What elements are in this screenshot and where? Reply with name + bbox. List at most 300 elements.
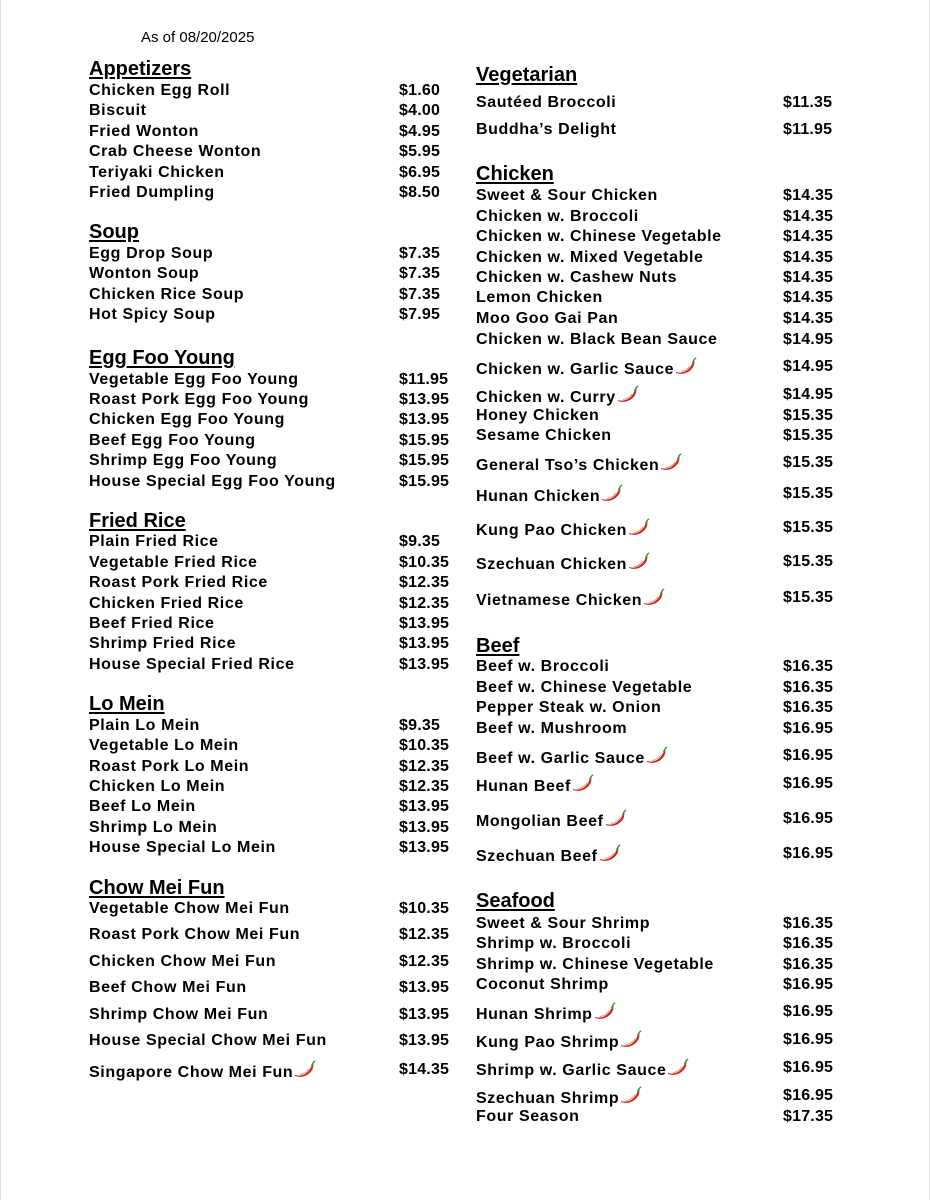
menu-item (476, 425, 846, 447)
menu-item-name-text: Kung Pao Chicken (476, 522, 627, 539)
menu-item (89, 1059, 459, 1081)
menu-item-name (89, 182, 215, 204)
chili-pepper-icon (667, 1057, 689, 1077)
menu-item-price: $16.35 (783, 935, 834, 952)
menu-item (476, 933, 846, 955)
menu-item-name (476, 551, 650, 576)
menu-item-name (476, 773, 594, 798)
menu-item-name-text: Hunan Shrimp (476, 1006, 593, 1023)
section-heading-seafood: Seafood (476, 890, 555, 912)
menu-item (89, 633, 459, 655)
menu-item-name-text: Mongolian Beef (476, 813, 604, 830)
menu-item-name (476, 1057, 689, 1082)
menu-item-name-text: Chicken Rice Soup (89, 286, 245, 303)
menu-item-name-text: Chicken w. Cashew Nuts (476, 269, 678, 286)
menu-item-name-text: Chicken Fried Rice (89, 595, 244, 612)
menu-item-price: $1.60 (399, 82, 441, 99)
menu-item-price: $12.35 (399, 778, 450, 795)
menu-item (476, 954, 846, 976)
chili-pepper-icon (628, 551, 650, 571)
menu-item-name-text: Shrimp Egg Foo Young (89, 452, 278, 469)
menu-item-price: $9.35 (399, 533, 441, 550)
menu-item-name-text: Biscuit (89, 102, 147, 119)
menu-item-name (89, 715, 200, 737)
chili-pepper-icon (617, 384, 639, 404)
menu-item-name-text: General Tso’s Chicken (476, 457, 660, 474)
menu-item-name (89, 572, 268, 594)
menu-item (476, 483, 846, 505)
menu-item-name-text: Shrimp Chow Mei Fun (89, 1006, 269, 1023)
section-heading-appetizers: Appetizers (89, 58, 192, 80)
menu-item (476, 287, 846, 309)
chili-pepper-icon (601, 483, 623, 503)
menu-item-name-text: Chicken Lo Mein (89, 778, 226, 795)
menu-item-price: $16.35 (783, 699, 834, 716)
menu-item (476, 913, 846, 935)
menu-item-name (476, 1106, 580, 1128)
menu-item-price: $13.95 (399, 819, 450, 836)
menu-item-name (89, 471, 336, 493)
menu-item-price: $15.95 (399, 452, 450, 469)
menu-item-name (89, 263, 199, 285)
menu-item-price: $13.95 (399, 839, 450, 856)
section-heading-egg-foo-young: Egg Foo Young (89, 347, 235, 369)
menu-item (89, 450, 459, 472)
menu-item-name (476, 247, 704, 269)
menu-item (476, 1085, 846, 1107)
menu-item (476, 1029, 846, 1051)
menu-item-name (476, 808, 627, 833)
menu-item-name-text: Coconut Shrimp (476, 976, 609, 993)
menu-item-price: $12.35 (399, 758, 450, 775)
menu-item (476, 773, 846, 795)
menu-item-name (476, 92, 616, 114)
menu-item-name-text: Chicken w. Black Bean Sauce (476, 331, 718, 348)
menu-item-price: $10.35 (399, 554, 450, 571)
menu-item (476, 551, 846, 573)
menu-item-price: $16.35 (783, 915, 834, 932)
menu-item-price: $10.35 (399, 900, 450, 917)
menu-item (89, 756, 459, 778)
menu-item-price: $15.35 (783, 589, 834, 606)
chili-pepper-icon (675, 356, 697, 376)
menu-item-name (89, 817, 217, 839)
as-of-date: As of 08/20/2025 (141, 29, 255, 46)
menu-item-name (89, 430, 256, 452)
menu-item-name (89, 141, 261, 163)
menu-item-name-text: Beef Egg Foo Young (89, 432, 256, 449)
menu-item-price: $7.35 (399, 286, 441, 303)
menu-item (89, 284, 459, 306)
menu-item-name (476, 913, 650, 935)
menu-item-name (89, 450, 277, 472)
menu-item (89, 304, 459, 326)
menu-item-name (476, 226, 722, 248)
chili-pepper-icon (599, 843, 621, 863)
menu-item-name (476, 267, 677, 289)
menu-item-name (476, 206, 639, 228)
section-heading-vegetarian: Vegetarian (476, 64, 578, 86)
menu-item-name (89, 389, 309, 411)
menu-item-name-text: Hunan Beef (476, 778, 571, 795)
menu-item (476, 677, 846, 699)
menu-item-price: $16.95 (783, 720, 834, 737)
menu-item-name-text: Vegetable Fried Rice (89, 554, 258, 571)
menu-item-name-text: Hunan Chicken (476, 488, 601, 505)
menu-item (476, 718, 846, 740)
menu-item (476, 185, 846, 207)
chili-pepper-icon (620, 1085, 642, 1105)
menu-item-price: $12.35 (399, 953, 450, 970)
menu-item-price: $16.35 (783, 658, 834, 675)
menu-item-price: $15.95 (399, 432, 450, 449)
chili-pepper-icon (643, 587, 665, 607)
section-heading-beef: Beef (476, 635, 520, 657)
menu-item-price: $15.35 (783, 519, 834, 536)
menu-item-name-text: Roast Pork Lo Mein (89, 758, 250, 775)
menu-item-name-text: Vegetable Chow Mei Fun (89, 900, 290, 917)
chili-pepper-icon (660, 452, 682, 472)
menu-item-price: $13.95 (399, 635, 450, 652)
menu-item (89, 654, 459, 676)
menu-item-price: $5.95 (399, 143, 441, 160)
menu-item (89, 735, 459, 757)
menu-item-name (476, 517, 650, 542)
chili-pepper-icon (605, 808, 627, 828)
menu-item-price: $14.95 (783, 358, 834, 375)
menu-item-price: $15.35 (783, 485, 834, 502)
menu-item-name (89, 776, 225, 798)
menu-item (89, 572, 459, 594)
menu-item-price: $8.50 (399, 184, 441, 201)
menu-item (476, 517, 846, 539)
menu-item-name-text: Beef w. Mushroom (476, 720, 628, 737)
menu-item-name (89, 593, 244, 615)
menu-item-name (476, 974, 609, 996)
menu-item-name-text: Wonton Soup (89, 265, 200, 282)
menu-item-name-text: Beef Lo Mein (89, 798, 196, 815)
menu-item-price: $12.35 (399, 574, 450, 591)
chili-pepper-icon (572, 773, 594, 793)
menu-item (476, 308, 846, 330)
menu-item-price: $13.95 (399, 798, 450, 815)
menu-item (89, 1030, 459, 1052)
menu-item-name-text: Buddha’s Delight (476, 121, 617, 138)
menu-item (89, 100, 459, 122)
menu-item-name (89, 951, 276, 973)
menu-item-name (89, 898, 290, 920)
menu-item-name-text: Vietnamese Chicken (476, 592, 643, 609)
menu-item (476, 587, 846, 609)
menu-item-price: $14.35 (783, 208, 834, 225)
menu-item (89, 243, 459, 265)
menu-item-name (476, 843, 621, 868)
menu-item (89, 898, 459, 920)
menu-item-price: $4.00 (399, 102, 441, 119)
menu-item-price: $7.95 (399, 306, 441, 323)
menu-item-name (89, 304, 216, 326)
menu-item (89, 409, 459, 431)
menu-item-name-text: House Special Lo Mein (89, 839, 276, 856)
menu-item (89, 613, 459, 635)
section-heading-lo-mein: Lo Mein (89, 693, 165, 715)
menu-item-price: $10.35 (399, 737, 450, 754)
menu-item-name (89, 633, 236, 655)
menu-item-name (476, 954, 714, 976)
menu-item-name-text: Beef Fried Rice (89, 615, 215, 632)
menu-item-name (89, 243, 213, 265)
menu-item-name (89, 1059, 316, 1084)
menu-item (476, 206, 846, 228)
menu-item (89, 951, 459, 973)
menu-item (476, 384, 846, 406)
menu-item-name (476, 677, 692, 699)
menu-item-name-text: Chicken w. Curry (476, 389, 616, 406)
menu-item-name (476, 329, 717, 351)
menu-item-name (476, 185, 658, 207)
menu-item-price: $12.35 (399, 926, 450, 943)
menu-item-name (89, 284, 244, 306)
menu-item-name (476, 452, 682, 477)
menu-item-price: $14.95 (783, 331, 834, 348)
menu-item-name (89, 121, 199, 143)
menu-item-price: $14.35 (783, 269, 834, 286)
menu-item (89, 593, 459, 615)
menu-item-price: $16.95 (783, 747, 834, 764)
menu-item-price: $14.35 (783, 310, 834, 327)
menu-item (89, 837, 459, 859)
menu-item (89, 389, 459, 411)
menu-item (89, 162, 459, 184)
menu-item (89, 552, 459, 574)
menu-item-price: $17.35 (783, 1108, 834, 1125)
menu-item-name-text: Hot Spicy Soup (89, 306, 216, 323)
menu-item-price: $16.95 (783, 1059, 834, 1076)
menu-item-name-text: Roast Pork Fried Rice (89, 574, 268, 591)
menu-item (89, 471, 459, 493)
menu-item-name-text: Sautéed Broccoli (476, 94, 617, 111)
menu-item-name (476, 697, 661, 719)
menu-item-name-text: Beef w. Garlic Sauce (476, 750, 645, 767)
menu-item-name-text: Vegetable Egg Foo Young (89, 371, 299, 388)
chili-pepper-icon (646, 745, 668, 765)
menu-item-price: $15.35 (783, 407, 834, 424)
menu-item (476, 697, 846, 719)
menu-item-name-text: Beef w. Chinese Vegetable (476, 679, 693, 696)
menu-item-name (476, 718, 627, 740)
menu-item-name (476, 587, 665, 612)
chili-pepper-icon (294, 1059, 316, 1079)
menu-item (476, 1057, 846, 1079)
menu-item-name-text: Sesame Chicken (476, 427, 612, 444)
menu-item-name-text: Beef w. Broccoli (476, 658, 610, 675)
menu-item-price: $13.95 (399, 1032, 450, 1049)
menu-item (89, 369, 459, 391)
menu-item-name-text: Sweet & Sour Chicken (476, 187, 658, 204)
menu-item (476, 119, 846, 141)
menu-item-name (89, 162, 225, 184)
menu-item-name-text: Chicken w. Broccoli (476, 208, 639, 225)
menu-item (89, 977, 459, 999)
menu-item-name-text: Pepper Steak w. Onion (476, 699, 662, 716)
menu-item-name-text: Chicken w. Chinese Vegetable (476, 228, 722, 245)
menu-item-price: $16.95 (783, 810, 834, 827)
menu-item-price: $7.35 (399, 265, 441, 282)
menu-item-name-text: Chicken Chow Mei Fun (89, 953, 277, 970)
chili-pepper-icon (594, 1001, 616, 1021)
menu-item-name-text: Chicken Egg Foo Young (89, 411, 286, 428)
menu-item (89, 182, 459, 204)
menu-item (89, 430, 459, 452)
menu-item-name (89, 796, 196, 818)
menu-item-name (89, 369, 299, 391)
menu-item (89, 776, 459, 798)
menu-item-price: $16.95 (783, 1031, 834, 1048)
menu-item-name (89, 837, 276, 859)
menu-item-name (476, 119, 617, 141)
menu-item-name-text: Chicken Egg Roll (89, 82, 231, 99)
menu-item-name-text: Chicken w. Mixed Vegetable (476, 249, 704, 266)
menu-item-name-text: Singapore Chow Mei Fun (89, 1064, 294, 1081)
menu-item-price: $7.35 (399, 245, 441, 262)
menu-item-price: $13.95 (399, 1006, 450, 1023)
menu-item-name (476, 1001, 616, 1026)
menu-item-name-text: Szechuan Beef (476, 848, 598, 865)
menu-item-name (476, 308, 618, 330)
menu-item (476, 356, 846, 378)
menu-item (476, 452, 846, 474)
menu-item-name (89, 977, 247, 999)
menu-item (476, 247, 846, 269)
menu-item (89, 141, 459, 163)
menu-item-price: $14.95 (783, 386, 834, 403)
menu-item-price: $14.35 (783, 187, 834, 204)
menu-item-name (476, 656, 609, 678)
menu-item (476, 1106, 846, 1128)
menu-item-price: $11.95 (783, 121, 833, 138)
menu-item-name-text: Honey Chicken (476, 407, 600, 424)
menu-item-name-text: Vegetable Lo Mein (89, 737, 239, 754)
menu-item (89, 263, 459, 285)
menu-item-price: $16.35 (783, 679, 834, 696)
menu-item (89, 924, 459, 946)
menu-item-name-text: Teriyaki Chicken (89, 164, 225, 181)
menu-item (89, 796, 459, 818)
menu-item-name (89, 924, 300, 946)
menu-item-name-text: House Special Chow Mei Fun (89, 1032, 327, 1049)
menu-item (476, 808, 846, 830)
menu-item-price: $11.95 (399, 371, 449, 388)
menu-item-name-text: Roast Pork Egg Foo Young (89, 391, 310, 408)
menu-item-name (476, 933, 631, 955)
menu-item-price: $14.35 (399, 1061, 450, 1078)
menu-item-name (89, 552, 258, 574)
menu-item-name-text: Shrimp Lo Mein (89, 819, 218, 836)
chili-pepper-icon (620, 1029, 642, 1049)
section-heading-chow-mei-fun: Chow Mei Fun (89, 877, 225, 899)
menu-item-price: $12.35 (399, 595, 450, 612)
menu-item-name (89, 654, 295, 676)
menu-item-price: $15.95 (399, 473, 450, 490)
menu-item (476, 1001, 846, 1023)
menu-item-price: $13.95 (399, 979, 450, 996)
menu-item (89, 715, 459, 737)
menu-item-price: $16.95 (783, 845, 834, 862)
menu-item-price: $13.95 (399, 656, 450, 673)
menu-item-name (89, 80, 230, 102)
menu-item-price: $16.95 (783, 1087, 834, 1104)
menu-item-price: $13.95 (399, 411, 450, 428)
menu-item-price: $13.95 (399, 615, 450, 632)
menu-item-price: $6.95 (399, 164, 441, 181)
menu-item-name-text: Shrimp Fried Rice (89, 635, 237, 652)
menu-item-name-text: Fried Wonton (89, 123, 199, 140)
menu-item (89, 121, 459, 143)
menu-item-price: $9.35 (399, 717, 441, 734)
menu-item-name-text: Four Season (476, 1108, 580, 1125)
menu-item-name-text: Plain Fried Rice (89, 533, 219, 550)
menu-item-price: $14.35 (783, 249, 834, 266)
menu-item-price: $14.35 (783, 289, 834, 306)
menu-item-name-text: Kung Pao Shrimp (476, 1034, 620, 1051)
menu-item-name (476, 356, 697, 381)
menu-item-name-text: Shrimp w. Garlic Sauce (476, 1062, 667, 1079)
menu-item-name (89, 735, 239, 757)
menu-item (476, 92, 846, 114)
menu-item-name-text: Szechuan Shrimp (476, 1090, 620, 1107)
section-heading-soup: Soup (89, 221, 139, 243)
menu-item (476, 843, 846, 865)
menu-item-name-text: Plain Lo Mein (89, 717, 200, 734)
menu-item-name-text: Shrimp w. Broccoli (476, 935, 632, 952)
menu-item-name-text: Egg Drop Soup (89, 245, 214, 262)
menu-item-name-text: House Special Fried Rice (89, 656, 295, 673)
menu-item-name (89, 613, 214, 635)
menu-item (476, 329, 846, 351)
menu-item-name (89, 100, 147, 122)
menu-item-name (89, 756, 249, 778)
menu-item (476, 656, 846, 678)
menu-item-name (89, 409, 285, 431)
menu-item-name-text: Sweet & Sour Shrimp (476, 915, 651, 932)
menu-item-name-text: Lemon Chicken (476, 289, 603, 306)
menu-item (89, 531, 459, 553)
menu-item-name (476, 745, 668, 770)
menu-item (89, 80, 459, 102)
menu-item-price: $16.95 (783, 775, 834, 792)
section-heading-fried-rice: Fried Rice (89, 510, 186, 532)
menu-item-name-text: House Special Egg Foo Young (89, 473, 336, 490)
chili-pepper-icon (628, 517, 650, 537)
menu-item-price: $14.35 (783, 228, 834, 245)
menu-item (89, 1004, 459, 1026)
menu-item-price: $16.95 (783, 976, 834, 993)
menu-item-price: $15.35 (783, 553, 834, 570)
menu-item (476, 267, 846, 289)
menu-item-name (89, 1004, 268, 1026)
menu-item-name (89, 531, 219, 553)
menu-item-name (476, 287, 603, 309)
menu-item-name-text: Roast Pork Chow Mei Fun (89, 926, 301, 943)
menu-item (476, 405, 846, 427)
section-heading-chicken: Chicken (476, 163, 554, 185)
menu-item-name-text: Crab Cheese Wonton (89, 143, 262, 160)
menu-item-name (476, 405, 599, 427)
menu-item-name (476, 425, 612, 447)
menu-item-price: $15.35 (783, 427, 834, 444)
menu-item-name-text: Shrimp w. Chinese Vegetable (476, 956, 714, 973)
menu-item-price: $13.95 (399, 391, 450, 408)
